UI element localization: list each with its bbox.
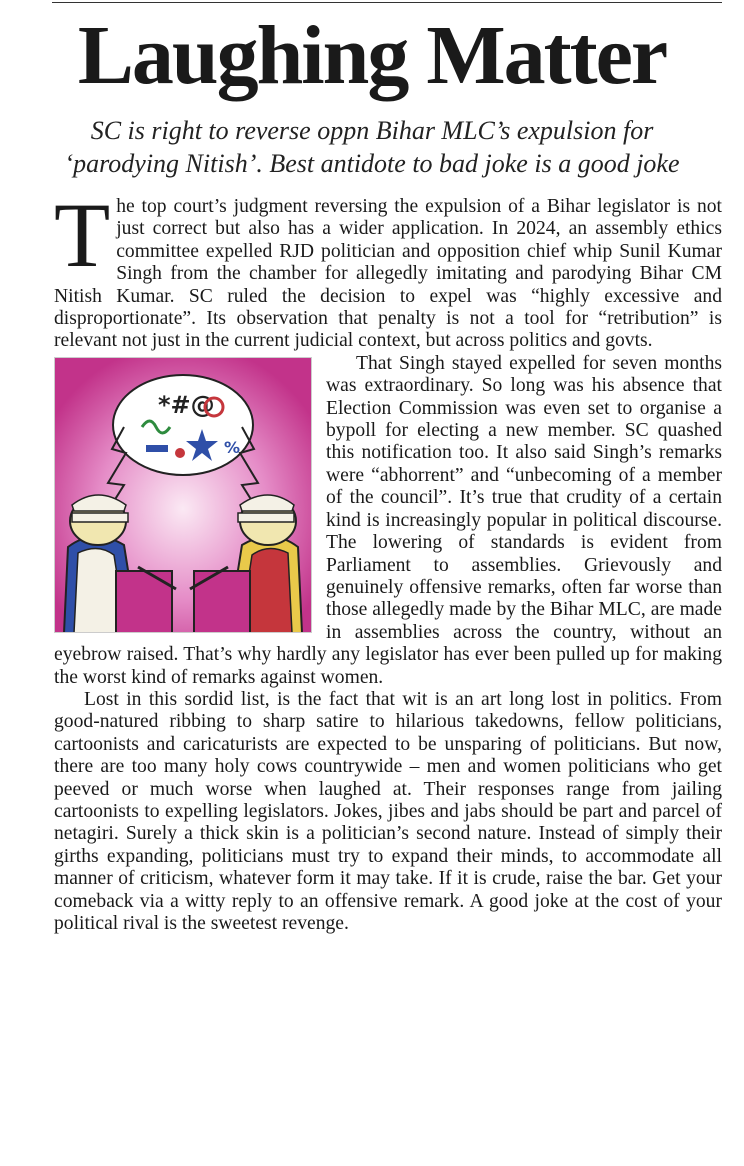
cartoon-grawlix: *#@ [158,390,215,419]
top-rule [52,2,722,3]
article-body [54,184,722,935]
paragraph-2 [54,353,722,689]
headline: Laughing Matter [77,9,667,102]
paragraph-3 [54,689,722,935]
cartoon-right-politician-blindfold [238,513,294,522]
cartoon-percent-glyph: % [224,437,241,457]
paragraph-2-text: That Singh stayed expelled for seven months was extraordinary. So long was his absence that Election Commission was even set to organise a bypoll for electing a new member. SC quashed this notification too. It also said Singh’s remarks were “abhorrent” and “unbecoming of a member of the council”. It’s true that crudity of a certain kind is increasingly popular in political discourse. The lowering of standards is evident from Parliament to assemblies. Grievously and genuinely offensive remarks, often far worse than those allegedly made by the Bihar MLC, are made in assemblies across the country, without an eyebrow raised. That’s why hardly any legislator has ever been pulled up for making the worst kind of remarks against women. [54,352,722,688]
paragraph-1-text: he top court’s judgment reversing the expulsion of a Bihar legislator is not just correct but also has a wider application. In 2024, an assembly ethics committee expelled RJD politician and opposition chief whip Sunil Kumar Singh from the chamber for allegedly imitating and parodying Bihar CM Nitish Kumar. SC ruled the decision to expel was “highly excessive and disproportionate”. Its observation that penalty is not a tool for “retribution” is relevant not just in the current judicial context, but across politics and govts. [54,196,722,352]
cartoon-gun-glyph [146,445,168,452]
cartoon-speech-bubble [113,375,253,475]
subheadline-line-2: ‘parodying Nitish’. Best antidote to bad joke is a good joke [64,149,680,178]
editorial-cartoon [54,357,312,633]
cartoon-left-politician-blindfold [72,513,128,522]
paragraph-1 [54,184,722,353]
paragraph-3-text: Lost in this sordid list, is the fact that wit is an art long lost in politics. From good-natured ribbing to sharp satire to hilarious takedowns, fellow politicians, cartoonists and caricaturists are expected to be unsparing of politicians. But now, there are too many holy cows countrywide – men and women politicians who get peeved or much worse when laughed at. Their responses range from jailing cartoonists to expelling legislators. Jokes, jibes and jabs should be part and parcel of netagiri. Surely a thick skin is a politician’s second nature. Instead of simply their girths expanding, politicians must try to expand their minds, to accommodate all manner of criticism, whatever form it may take. If it is crude, raise the bar. Get your comeback via a witty reply to an offensive remark. A good joke at the cost of your political rival is the sweetest revenge. [54,688,722,934]
subheadline [30,114,714,180]
cartoon-burst-red [175,448,185,458]
drop-cap: T [54,184,111,286]
subheadline-line-1: SC is right to reverse oppn Bihar MLC’s expulsion for [90,116,654,145]
